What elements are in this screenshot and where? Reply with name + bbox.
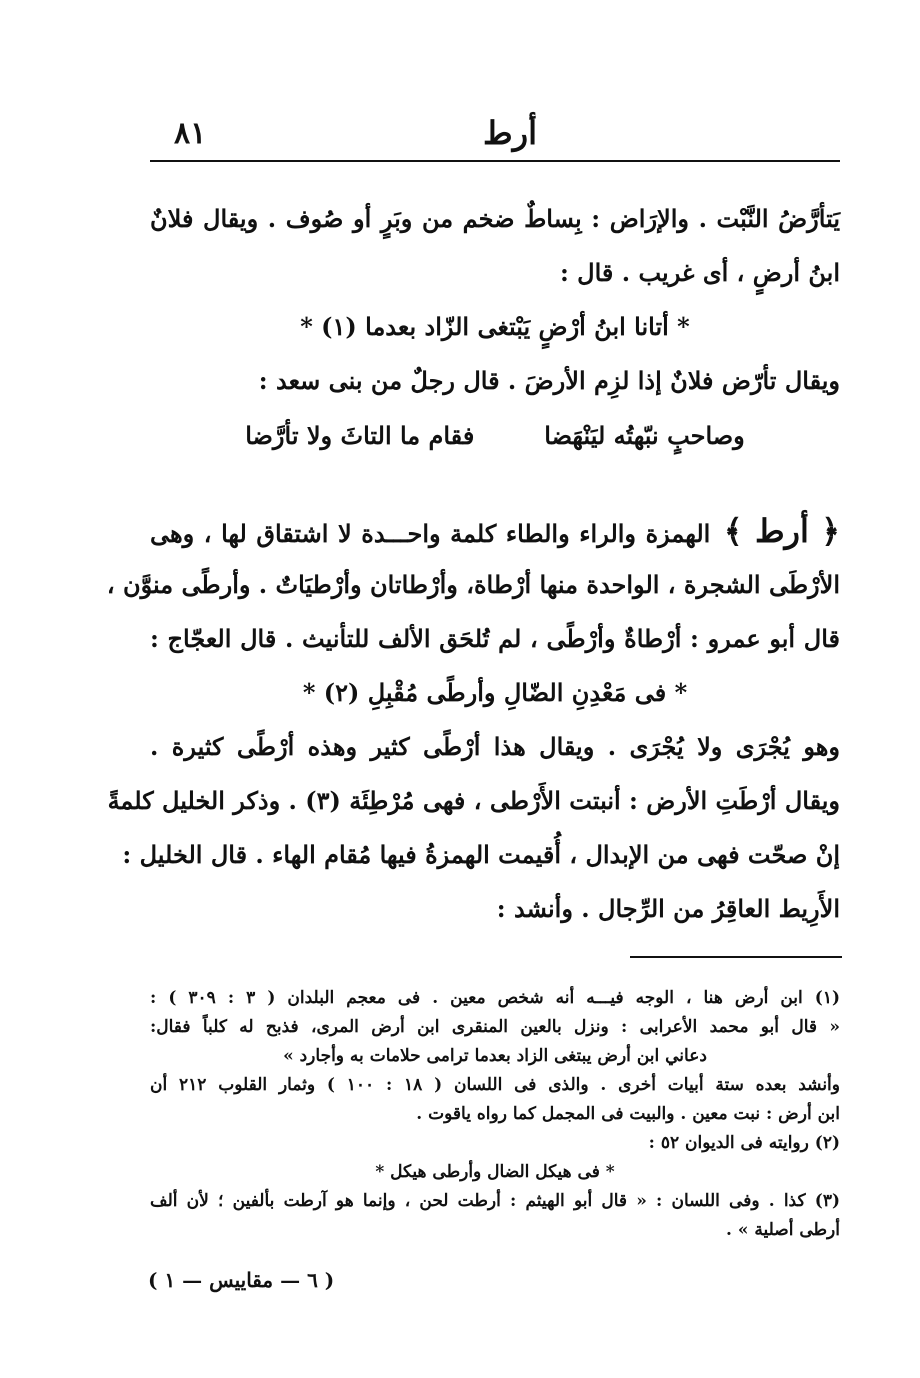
footnote-verse: دعاني ابن أرض يبتغى الزاد بعدما ترامى حلامات به وأجارد » [283,1046,707,1066]
text-line: الأرْطَى الشجرة ، الواحدة منها أرْطاة، وأرْطاتان وأرْطيَاتٌ . وأرطًى منوَّن ، [106,570,840,599]
text-line: ويقال تأرّض فلانٌ إذا لزِم الأرضَ . قال رجلٌ من بنى سعد : [258,366,840,395]
entry-text: الهمزة والراء والطاء كلمة واحـــدة لا اشتقاق لها ، وهى [150,519,711,548]
page-header [150,112,840,162]
text-line: ويقال أرْطَتِ الأرض : أنبتت الأَرْطى ، فهى مُرْطِئَة (٣) . وذكر الخليل كلمةً [107,786,840,815]
verse-couplet [150,408,840,464]
footnote-divider [630,956,842,958]
footnote-line: (٢) روايته فى الديوان ٥٢ : [648,1133,840,1153]
footnote-line: وأنشد بعده ستة أبيات أخرى . والذى فى اللسان ( ١٨ : ١٠٠ ) وثمار القلوب ٢١٢ أن [150,1075,840,1095]
entry-first-line [150,504,840,558]
text-line: يَتأرَّضُ النَّبْت . والإرَاض : بِساطٌ ضخم من وبَرٍ أو صُوف . ويقال فلانٌ [150,204,840,233]
footnote-line: (٣) كذا . وفى اللسان : « قال أبو الهيثم : أرطت لحن ، وإنما هو آرطت بألفين ؛ لأن ألف [150,1191,840,1211]
entry-separator [150,464,840,504]
printer-signature: ( ٦ — مقاييس — ١ ) [148,1268,335,1292]
second-hemistich: فقام ما التاثَ ولا تأرَّضا [245,421,475,450]
text-line: إنْ صحّت فهى من الإبدال ، أُقيمت الهمزةُ فيها مُقام الهاء . قال الخليل : [122,840,840,869]
text-line: وهو يُجْرَى ولا يُجْرَى . ويقال هذا أرْطًى كثير وهذه أرْطًى كثيرة . [150,732,840,761]
footnote-verse: * فى هيكل الضال وأرطى هيكل * [375,1162,615,1182]
footnote-line: ابن أرض : نبت معين . والبيت فى المجمل كما رواه ياقوت . [416,1104,840,1124]
running-head: أرط [483,114,537,152]
page-number: ٨١ [174,116,207,151]
entry-headword: ﴿ أرط ﴾ [723,512,840,550]
text-line: قال أبو عمرو : أرْطاةٌ وأرْطًى ، لم تُلحَق الألف للتأنيث . قال العجّاج : [150,624,840,653]
footnote-line: أرطى أصلية » . [726,1220,840,1240]
text-line: الأَرِيط العاقِرُ من الرِّجال . وأنشد : [496,894,840,923]
text-line: ابنُ أرضٍ ، أى غريب . قال : [559,258,840,287]
first-hemistich: وصاحبٍ نبّهتُه ليَنْهَضا [544,421,745,450]
footnote-line: « قال أبو محمد الأعرابى : ونزل بالعين المنقرى ابن أرض المرى، فذبح له كلباً فقال: [150,1017,840,1037]
main-text [106,192,840,936]
verse-line: * أتانا ابنُ أرْضٍ يَبْتغى الزّاد بعدما (١) * [300,312,690,341]
footnotes [150,984,840,1245]
verse-line: * فى مَعْدِنِ الضّالِ وأرطًى مُقْبِلِ (٢) * [302,678,688,707]
footnote-line: (١) ابن أرض هنا ، الوجه فيـــه أنه شخص معين . فى معجم البلدان ( ٣ : ٣٠٩ ) : [150,988,841,1008]
